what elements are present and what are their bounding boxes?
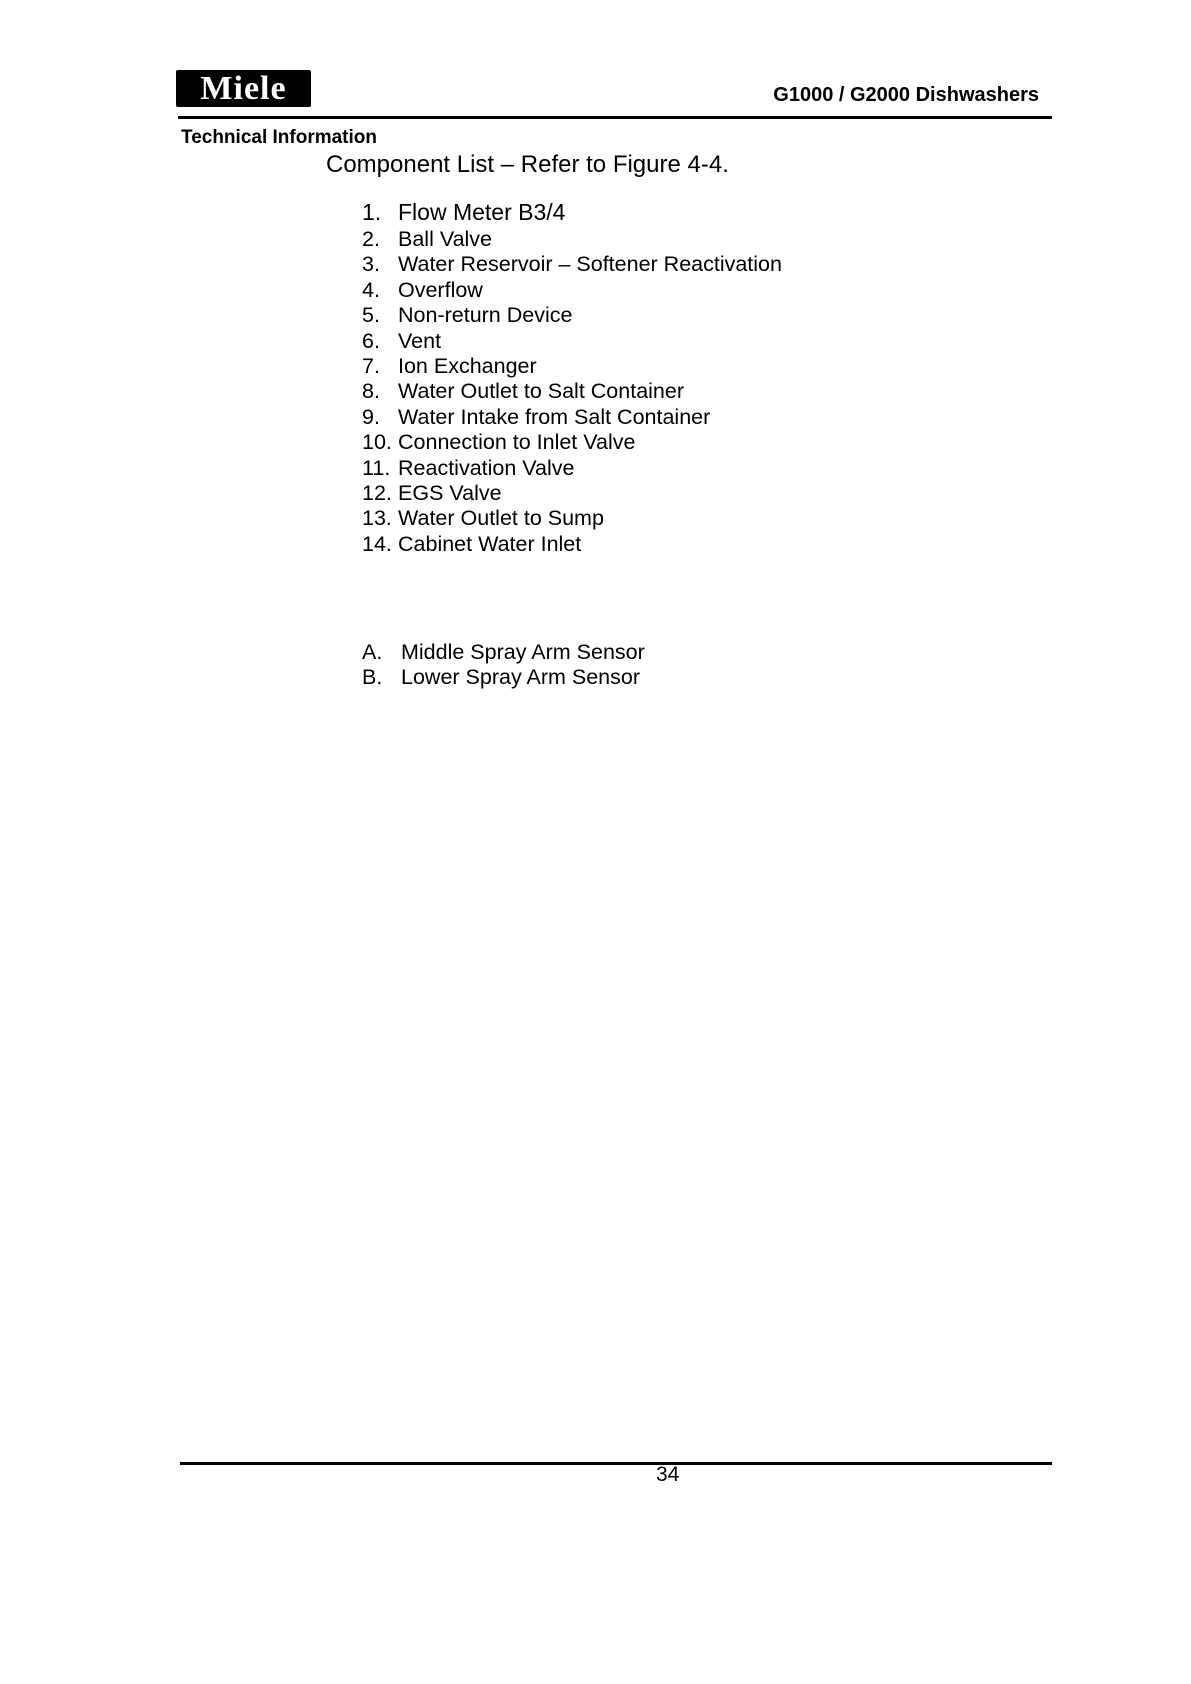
page-number: 34 bbox=[656, 1463, 680, 1486]
item-number: 7. bbox=[362, 353, 380, 378]
list-item bbox=[362, 665, 645, 690]
item-letter: B. bbox=[362, 665, 383, 690]
item-label: EGS Valve bbox=[398, 480, 502, 505]
list-item bbox=[362, 329, 782, 354]
list-item bbox=[362, 405, 782, 430]
list-item bbox=[362, 197, 782, 227]
page-heading: Component List – Refer to Figure 4-4. bbox=[326, 151, 729, 178]
list-item bbox=[362, 227, 782, 252]
model-title: G1000 / G2000 Dishwashers bbox=[773, 84, 1039, 106]
miele-logo bbox=[176, 70, 311, 107]
list-item bbox=[362, 430, 782, 455]
item-number: 8. bbox=[362, 379, 380, 404]
footer-divider bbox=[180, 1462, 1052, 1465]
list-item bbox=[362, 532, 782, 557]
item-label: Water Reservoir – Softener Reactivation bbox=[398, 252, 782, 277]
list-item bbox=[362, 278, 782, 303]
list-item bbox=[362, 379, 782, 404]
item-number: 9. bbox=[362, 404, 380, 429]
list-item bbox=[362, 354, 782, 379]
item-letter: A. bbox=[362, 640, 383, 664]
item-number: 11. bbox=[362, 455, 391, 480]
item-number: 3. bbox=[362, 252, 380, 277]
list-item bbox=[362, 506, 782, 531]
item-number: 12. bbox=[362, 480, 392, 505]
item-label: Flow Meter B3/4 bbox=[398, 199, 566, 225]
item-label: Non-return Device bbox=[398, 303, 573, 328]
item-number: 14. bbox=[362, 531, 392, 556]
item-number: 5. bbox=[362, 303, 380, 328]
item-label: Reactivation Valve bbox=[398, 455, 575, 480]
item-number: 4. bbox=[362, 277, 380, 302]
item-label: Cabinet Water Inlet bbox=[398, 531, 582, 556]
item-label: Water Outlet to Sump bbox=[398, 506, 604, 531]
logo-text: Miele bbox=[200, 69, 287, 107]
item-number: 13. bbox=[362, 506, 392, 531]
item-label: Vent bbox=[398, 328, 442, 353]
item-label: Water Intake from Salt Container bbox=[398, 404, 711, 429]
item-number: 2. bbox=[362, 227, 380, 251]
item-number: 10. bbox=[362, 430, 392, 455]
component-list bbox=[362, 199, 782, 557]
section-label: Technical Information bbox=[181, 127, 378, 148]
list-item bbox=[362, 252, 782, 277]
header-divider bbox=[178, 116, 1052, 119]
item-label: Overflow bbox=[398, 277, 483, 302]
list-item bbox=[362, 640, 645, 665]
list-item bbox=[362, 481, 782, 506]
sensor-list bbox=[362, 640, 645, 691]
item-number: 6. bbox=[362, 328, 380, 353]
item-label: Connection to Inlet Valve bbox=[398, 430, 636, 455]
list-item bbox=[362, 303, 782, 328]
item-label: Ion Exchanger bbox=[398, 353, 537, 378]
item-label: Ball Valve bbox=[398, 227, 493, 251]
item-number: 1. bbox=[362, 199, 382, 225]
item-label: Middle Spray Arm Sensor bbox=[401, 640, 645, 664]
item-label: Water Outlet to Salt Container bbox=[398, 379, 684, 404]
item-label: Lower Spray Arm Sensor bbox=[401, 665, 640, 690]
list-item bbox=[362, 456, 782, 481]
